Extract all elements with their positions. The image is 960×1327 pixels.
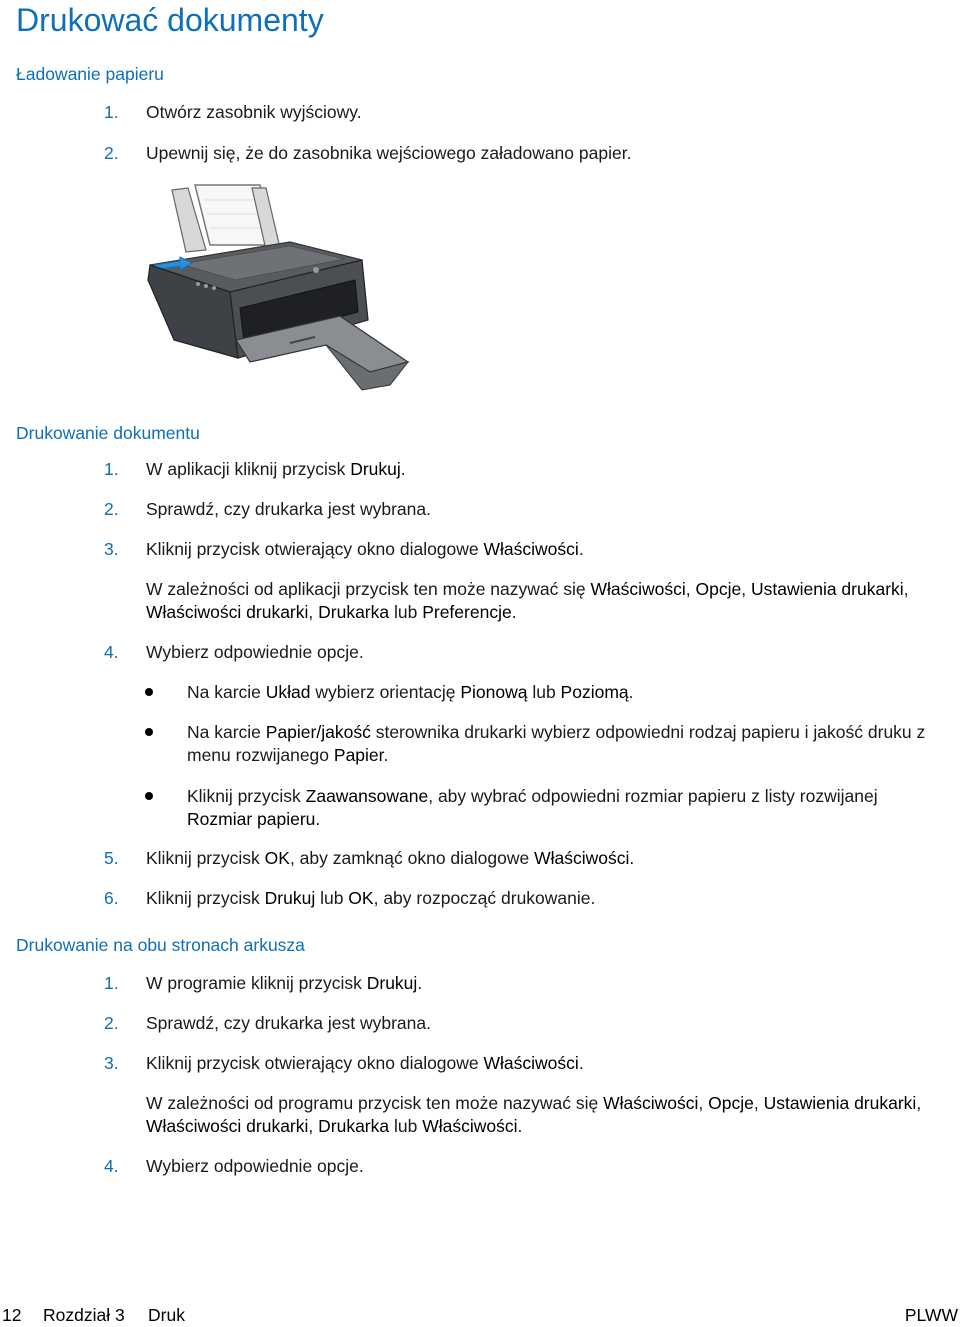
step-number: 3. [104,1053,119,1073]
step-text: Kliknij przycisk Drukuj lub OK, aby rozpocząć drukowanie. [146,888,596,908]
step-note: W zależności od aplikacji przycisk ten może nazywać się Właściwości, Opcje, Ustawienia drukarki, Właściwości drukarki, Drukarka lub Preferencje. [146,579,909,622]
printer-icon [140,180,410,395]
step-text: W programie kliknij przycisk Drukuj. [146,973,423,993]
section-heading-duplex: Drukowanie na obu stronach arkusza [16,935,305,955]
ui-term: Właściwości [483,539,579,559]
bullet-text: Kliknij przycisk Zaawansowane, aby wybrać odpowiedni rozmiar papieru z listy rozwijanej Rozmiar papieru. [187,786,878,829]
step-text: Kliknij przycisk otwierający okno dialogowe Właściwości. [146,1053,584,1073]
bullet-text: Na karcie Układ wybierz orientację Pionową lub Poziomą. [187,682,634,702]
step-text: Kliknij przycisk otwierający okno dialogowe Właściwości. [146,539,584,559]
step-number: 2. [104,143,119,163]
bullet-icon [145,792,153,800]
step-number: 1. [104,973,119,993]
step-number: 1. [104,459,119,479]
step-number: 3. [104,539,119,559]
step-text: Wybierz odpowiednie opcje. [146,1156,364,1176]
step-number: 6. [104,888,119,908]
step-number: 2. [104,1013,119,1033]
step-number: 5. [104,848,119,868]
page-title: Drukować dokumenty [16,2,324,38]
step-text: Upewnij się, że do zasobnika wejściowego załadowano papier. [146,143,632,163]
step-number: 1. [104,102,119,122]
step-text: Otwórz zasobnik wyjściowy. [146,102,362,122]
step-number: 2. [104,499,119,519]
step-number: 4. [104,1156,119,1176]
step-text: Sprawdź, czy drukarka jest wybrana. [146,1013,431,1033]
footer-locale: PLWW [904,1305,958,1325]
ui-term: Drukuj [350,459,401,479]
step-text: W aplikacji kliknij przycisk Drukuj. [146,459,406,479]
step-text: Sprawdź, czy drukarka jest wybrana. [146,499,431,519]
section-heading-loading: Ładowanie papieru [16,64,164,84]
step-number: 4. [104,642,119,662]
step-text: Kliknij przycisk OK, aby zamknąć okno dialogowe Właściwości. [146,848,635,868]
bullet-text: Na karcie Papier/jakość sterownika drukarki wybierz odpowiedni rodzaj papieru i jakość druku z menu rozwijanego Papier. [187,722,926,765]
footer-chapter: Rozdział 3 [43,1305,125,1325]
footer-page-number: 12 [2,1305,22,1325]
bullet-icon [145,688,153,696]
section-heading-printing: Drukowanie dokumentu [16,423,200,443]
step-note: W zależności od programu przycisk ten może nazywać się Właściwości, Opcje, Ustawienia drukarki, Właściwości drukarki, Drukarka lub Właściwości. [146,1093,922,1136]
printer-illustration [140,180,410,395]
bullet-icon [145,728,153,736]
footer-chapter-title: Druk [148,1305,185,1325]
step-text: Wybierz odpowiednie opcje. [146,642,364,662]
